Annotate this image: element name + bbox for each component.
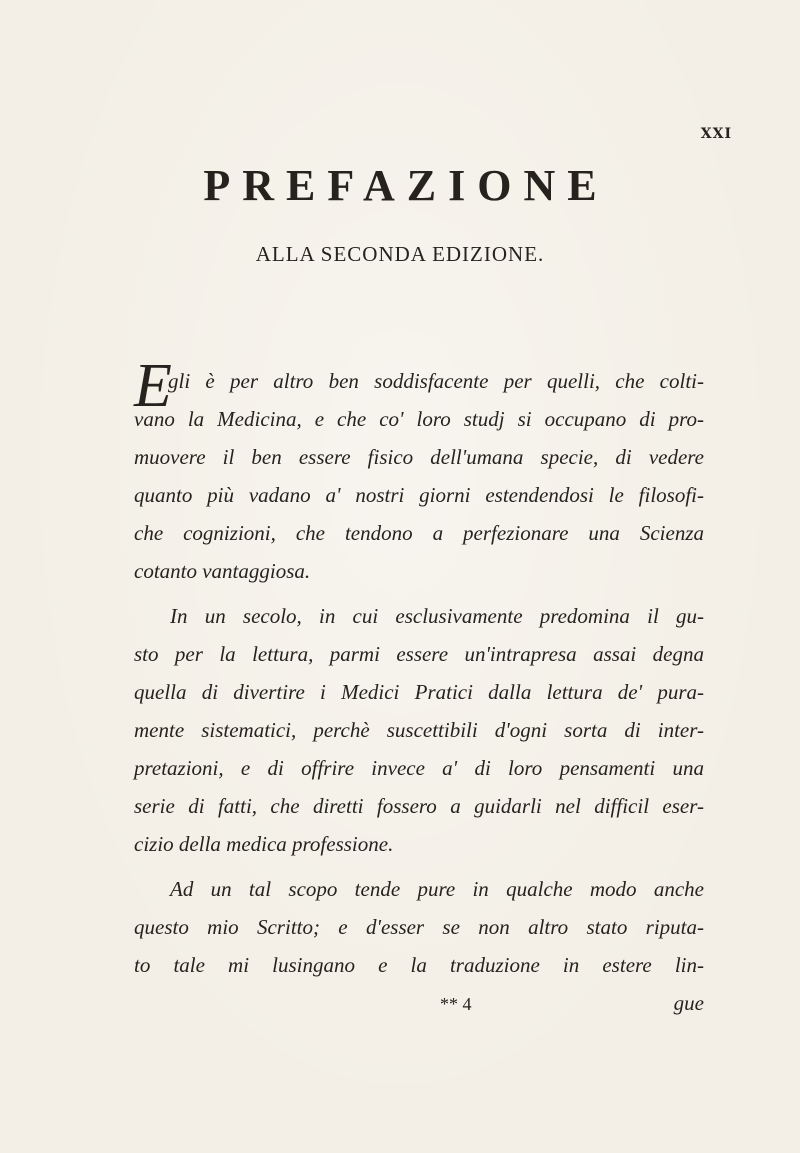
text-line: gli è per altro ben soddisfacente per quelli, che colti- — [168, 369, 704, 393]
text-line: vano la Medicina, e che co' loro studj si occupano di pro- — [134, 407, 704, 431]
text-line: mente sistematici, perchè suscettibili d'ogni sorta di inter- — [134, 718, 704, 742]
text-line: muovere il ben essere fisico dell'umana specie, di vedere — [134, 445, 704, 469]
text-line: Ad un tal scopo tende pure in qualche modo anche — [170, 877, 704, 901]
text-line: cizio della medica professione. — [134, 832, 394, 856]
text-line: In un secolo, in cui esclusivamente predomina il gu- — [170, 604, 704, 628]
text-line: quella di divertire i Medici Pratici dalla lettura de' pura- — [134, 680, 704, 704]
page-subtitle: ALLA SECONDA EDIZIONE. — [255, 242, 545, 266]
page-number: XXI — [700, 126, 732, 142]
text-line: che cognizioni, che tendono a perfezionare una Scienza — [134, 521, 704, 545]
text-line: pretazioni, e di offrire invece a' di loro pensamenti una — [134, 756, 704, 780]
catchword: gue — [673, 991, 704, 1015]
signature-mark: ** 4 — [440, 994, 472, 1014]
text-line: sto per la lettura, parmi essere un'intrapresa assai degna — [134, 642, 704, 666]
drop-cap: E — [134, 352, 172, 420]
text-line: to tale mi lusingano e la traduzione in estere lin- — [134, 953, 704, 977]
text-line: serie di fatti, che diretti fossero a guidarli nel difficil eser- — [134, 794, 704, 818]
text-line: quanto più vadano a' nostri giorni estendendosi le filosofi- — [134, 483, 704, 507]
text-line: cotanto vantaggiosa. — [134, 559, 311, 583]
page-title: PREFAZIONE — [203, 161, 609, 210]
text-line: questo mio Scritto; e d'esser se non altro stato riputa- — [134, 915, 704, 939]
